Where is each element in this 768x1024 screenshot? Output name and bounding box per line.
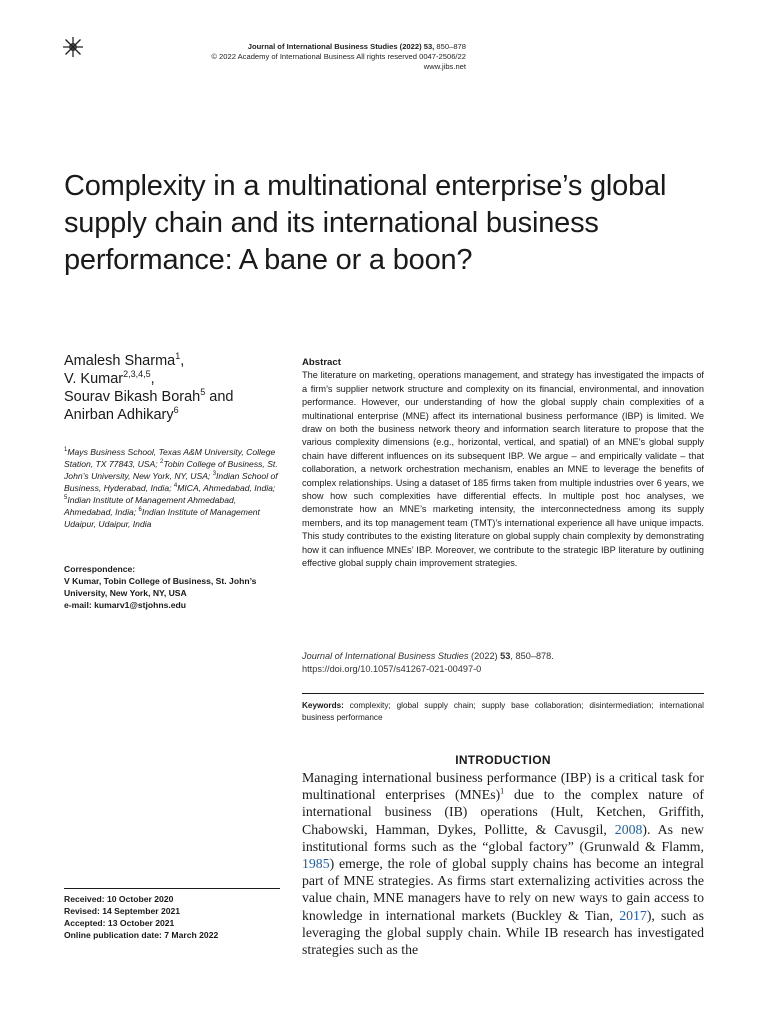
reference-link[interactable]: 2017: [619, 907, 647, 923]
website-link[interactable]: www.jibs.net: [423, 62, 466, 71]
author-list: [64, 352, 284, 424]
copyright-line: © 2022 Academy of International Business All rights reserved 0047-2506/22: [211, 52, 466, 61]
journal-name: Journal of International Business Studies (2022) 53,: [247, 42, 435, 51]
correspondence-email[interactable]: e-mail: kumarv1@stjohns.edu: [64, 600, 187, 610]
citation: Journal of International Business Studies (2022) 53, 850–878. https://doi.org/10.1057/s41267-021-00497-0: [302, 650, 704, 677]
date-received: Received: 10 October 2020: [64, 894, 174, 904]
author-name: Sourav Bikash Borah$^5$ and: [64, 387, 234, 405]
journal-pages: 850–878: [436, 42, 466, 51]
starburst-icon: [62, 36, 84, 58]
divider: [302, 693, 704, 694]
correspondence-label: Correspondence:: [64, 564, 136, 574]
keywords: Keywords: complexity; global supply chain; supply base collaboration; disintermediation; international business performance: [302, 701, 704, 722]
abstract-text: The literature on marketing, operations management, and strategy has investigated the impacts of a firm’s supplier network structure and complexity on its financial, environmental, and innovation performance. However, our understanding of how the global supply chain complexities of a multinational enterprise (MNE) affect its international business performance (IBP) is limited. We draw on both the business network theory and information search literature to propose that the various complexity dimensions (e.g., horizontal, vertical, and spatial) of an MNE’s global supply chain have different influences on its subsequent IBP. We argue – and empirically validate – that collaboration, a network orchestration mechanism, enables an MNE to leverage the benefits of complex relationships. Using a dataset of 185 firms taken from multiple industries over 6 years, we show how such complexities have differential effects. In multiple post hoc analyses, we demonstrate how an MNE’s marketing intensity, the interconnectedness among its supply members, and its top management team (TMT)’s international experience all have unique impacts. This study contributes to the existing literature on global supply chain complexity by demonstrating how it can influence MNEs’ IBP. Moreover, we contribute to the strategic IBP literature by outlining effective global supply chain improvement strategies.: [302, 370, 704, 569]
reference-link[interactable]: 2008: [614, 821, 643, 837]
footnote-marker[interactable]: 1: [500, 786, 505, 796]
publication-dates: [64, 893, 280, 941]
date-accepted: Accepted: 13 October 2021: [64, 918, 175, 928]
divider: [64, 888, 280, 889]
reference-link[interactable]: 1985: [302, 856, 330, 872]
article-title: Complexity in a multinational enterprise’s global supply chain and its international business performance: A bane or a boon?: [64, 170, 667, 276]
abstract: [302, 356, 704, 571]
journal-header: [140, 42, 466, 72]
author-name: V. Kumar$^{2,3,4,5}$,: [64, 369, 155, 387]
doi-link[interactable]: https://doi.org/10.1057/s41267-021-00497-0: [302, 664, 482, 675]
correspondence: [64, 563, 286, 611]
author-name: Amalesh Sharma$^1$,: [64, 351, 185, 369]
abstract-heading: Abstract: [302, 357, 341, 368]
date-revised: Revised: 14 September 2021: [64, 906, 181, 916]
author-name: Anirban Adhikary$^6$: [64, 405, 179, 423]
date-online: Online publication date: 7 March 2022: [64, 930, 219, 940]
affiliations: $^1$Mays Business School, Texas A&M University, College Station, TX 77843, USA; $^2$Tobin College of Business, St. John’s University, New York, NY, USA; $^3$Indian School of Business, Hyderabad, India; $^4$MICA, Ahmedabad, India; $^5$Indian Institute of Management Ahmedabad, Ahmedabad, India; $^6$Indian Institute of Management Udaipur, Udaipur, India: [64, 447, 278, 529]
correspondence-address: V Kumar, Tobin College of Business, St. John’s University, New York, NY, USA: [64, 576, 257, 598]
introduction-text: Managing international business performance (IBP) is a critical task for multinational enterprises (MNEs)$^1$ due to the complex nature of international business (IB) operations (Hult, Ketchen, Griffith, Chabowski, Hamman, Dykes, Pollitte, & Cavusgil, 2008). As new institutional forms such as the “global factory” (Grunwald & Flamm, 1985) emerge, the role of global supply chains has become an integral part of MNE strategies. As firms start externalizing activities across the value chain, MNE managers have to rely on new ways to gain access to knowledge in international markets (Buckley & Tian, 2017), such as leveraging the global supply chain. While IB research has investigated strategies such as the: [302, 770, 704, 958]
section-heading: INTRODUCTION: [455, 753, 551, 767]
